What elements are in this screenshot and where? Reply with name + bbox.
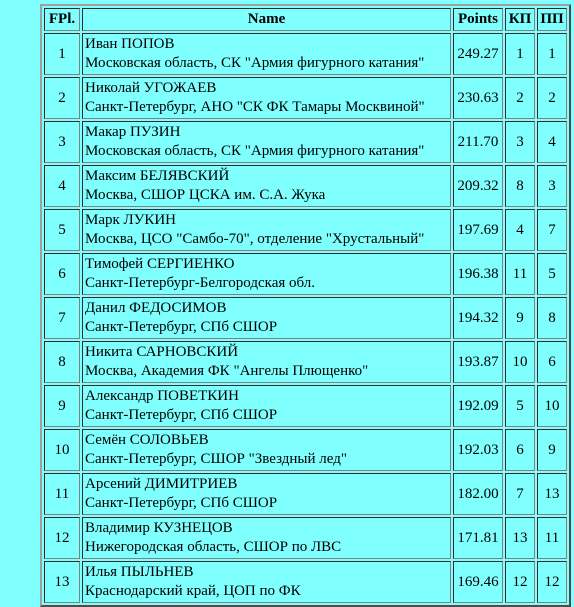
- skater-club: Москва, СШОР ЦСКА им. С.А. Жука: [85, 187, 326, 203]
- free-skating-rank: 13: [537, 473, 567, 515]
- skater-cell: [82, 561, 451, 603]
- free-skating-rank: 9: [537, 429, 567, 471]
- place-cell: 13: [44, 561, 80, 603]
- table-row: [44, 385, 567, 427]
- skater-club: Краснодарский край, ЦОП по ФК: [85, 583, 301, 599]
- skater-club: Москва, Академия ФК "Ангелы Плющенко": [85, 363, 369, 379]
- table-row: [44, 121, 567, 163]
- table-row: [44, 517, 567, 559]
- skater-club: Санкт-Петербург-Белгородская обл.: [85, 275, 315, 291]
- free-skating-rank: 8: [537, 297, 567, 339]
- points-cell: 196.38: [453, 253, 503, 295]
- short-program-rank: 6: [505, 429, 535, 471]
- skater-name: Николай УГОЖАЕВ: [85, 80, 217, 96]
- skater-name: Арсений ДИМИТРИЕВ: [85, 476, 238, 492]
- skater-name: Никита САРНОВСКИЙ: [85, 344, 239, 360]
- skater-club: Нижегородская область, СШОР по ЛВС: [85, 539, 342, 555]
- results-body: [44, 33, 567, 603]
- short-program-rank: 5: [505, 385, 535, 427]
- free-skating-rank: 3: [537, 165, 567, 207]
- place-cell: 6: [44, 253, 80, 295]
- header-place: FPl.: [44, 8, 80, 31]
- points-cell: 197.69: [453, 209, 503, 251]
- skater-club: Санкт-Петербург, АНО "СК ФК Тамары Москвиной": [85, 99, 425, 115]
- place-cell: 10: [44, 429, 80, 471]
- table-row: [44, 341, 567, 383]
- skater-name: Владимир КУЗНЕЦОВ: [85, 520, 233, 536]
- free-skating-rank: 11: [537, 517, 567, 559]
- skater-cell: [82, 517, 451, 559]
- place-cell: 3: [44, 121, 80, 163]
- skater-cell: [82, 165, 451, 207]
- skater-club: Санкт-Петербург, СШОР "Звездный лед": [85, 451, 347, 467]
- skater-name: Иван ПОПОВ: [85, 36, 175, 52]
- header-free-skating: ПП: [537, 8, 567, 31]
- skater-club: Московская область, СК "Армия фигурного катания": [85, 55, 425, 71]
- skater-cell: [82, 209, 451, 251]
- place-cell: 4: [44, 165, 80, 207]
- place-cell: 2: [44, 77, 80, 119]
- skater-cell: [82, 33, 451, 75]
- place-cell: 12: [44, 517, 80, 559]
- header-row: [44, 8, 567, 31]
- short-program-rank: 2: [505, 77, 535, 119]
- skater-name: Тимофей СЕРГИЕНКО: [85, 256, 235, 272]
- table-row: [44, 77, 567, 119]
- header-name: Name: [82, 8, 451, 31]
- free-skating-rank: 1: [537, 33, 567, 75]
- short-program-rank: 10: [505, 341, 535, 383]
- short-program-rank: 7: [505, 473, 535, 515]
- free-skating-rank: 7: [537, 209, 567, 251]
- points-cell: 192.03: [453, 429, 503, 471]
- skater-cell: [82, 297, 451, 339]
- short-program-rank: 1: [505, 33, 535, 75]
- skater-cell: [82, 253, 451, 295]
- skater-cell: [82, 77, 451, 119]
- place-cell: 9: [44, 385, 80, 427]
- points-cell: 249.27: [453, 33, 503, 75]
- free-skating-rank: 6: [537, 341, 567, 383]
- skater-club: Московская область, СК "Армия фигурного катания": [85, 143, 425, 159]
- place-cell: 5: [44, 209, 80, 251]
- place-cell: 8: [44, 341, 80, 383]
- skater-name: Семён СОЛОВЬЕВ: [85, 432, 209, 448]
- points-cell: 182.00: [453, 473, 503, 515]
- free-skating-rank: 4: [537, 121, 567, 163]
- points-cell: 171.81: [453, 517, 503, 559]
- table-row: [44, 209, 567, 251]
- table-row: [44, 297, 567, 339]
- short-program-rank: 4: [505, 209, 535, 251]
- skater-cell: [82, 341, 451, 383]
- points-cell: 193.87: [453, 341, 503, 383]
- points-cell: 209.32: [453, 165, 503, 207]
- skater-club: Санкт-Петербург, СПб СШОР: [85, 319, 278, 335]
- table-row: [44, 429, 567, 471]
- skater-club: Санкт-Петербург, СПб СШОР: [85, 495, 278, 511]
- short-program-rank: 8: [505, 165, 535, 207]
- skater-club: Санкт-Петербург, СПб СШОР: [85, 407, 278, 423]
- skater-name: Макар ПУЗИН: [85, 124, 181, 140]
- short-program-rank: 13: [505, 517, 535, 559]
- free-skating-rank: 2: [537, 77, 567, 119]
- points-cell: 230.63: [453, 77, 503, 119]
- skater-cell: [82, 385, 451, 427]
- skater-name: Данил ФЕДОСИМОВ: [85, 300, 227, 316]
- skater-name: Марк ЛУКИН: [85, 212, 176, 228]
- skater-name: Александр ПОВЕТКИН: [85, 388, 239, 404]
- place-cell: 7: [44, 297, 80, 339]
- points-cell: 169.46: [453, 561, 503, 603]
- skater-cell: [82, 121, 451, 163]
- points-cell: 211.70: [453, 121, 503, 163]
- skater-cell: [82, 429, 451, 471]
- header-short-program: КП: [505, 8, 535, 31]
- table-row: [44, 253, 567, 295]
- table-row: [44, 165, 567, 207]
- skater-name: Илья ПЫЛЬНЕВ: [85, 564, 194, 580]
- table-row: [44, 473, 567, 515]
- free-skating-rank: 10: [537, 385, 567, 427]
- skater-name: Максим БЕЛЯВСКИЙ: [85, 168, 230, 184]
- points-cell: 192.09: [453, 385, 503, 427]
- short-program-rank: 11: [505, 253, 535, 295]
- points-cell: 194.32: [453, 297, 503, 339]
- header-points: Points: [453, 8, 503, 31]
- short-program-rank: 3: [505, 121, 535, 163]
- place-cell: 11: [44, 473, 80, 515]
- short-program-rank: 9: [505, 297, 535, 339]
- free-skating-rank: 12: [537, 561, 567, 603]
- free-skating-rank: 5: [537, 253, 567, 295]
- results-table: [40, 4, 571, 607]
- short-program-rank: 12: [505, 561, 535, 603]
- table-row: [44, 33, 567, 75]
- table-row: [44, 561, 567, 603]
- skater-cell: [82, 473, 451, 515]
- skater-club: Москва, ЦСО "Самбо-70", отделение "Хрустальный": [85, 231, 425, 247]
- place-cell: 1: [44, 33, 80, 75]
